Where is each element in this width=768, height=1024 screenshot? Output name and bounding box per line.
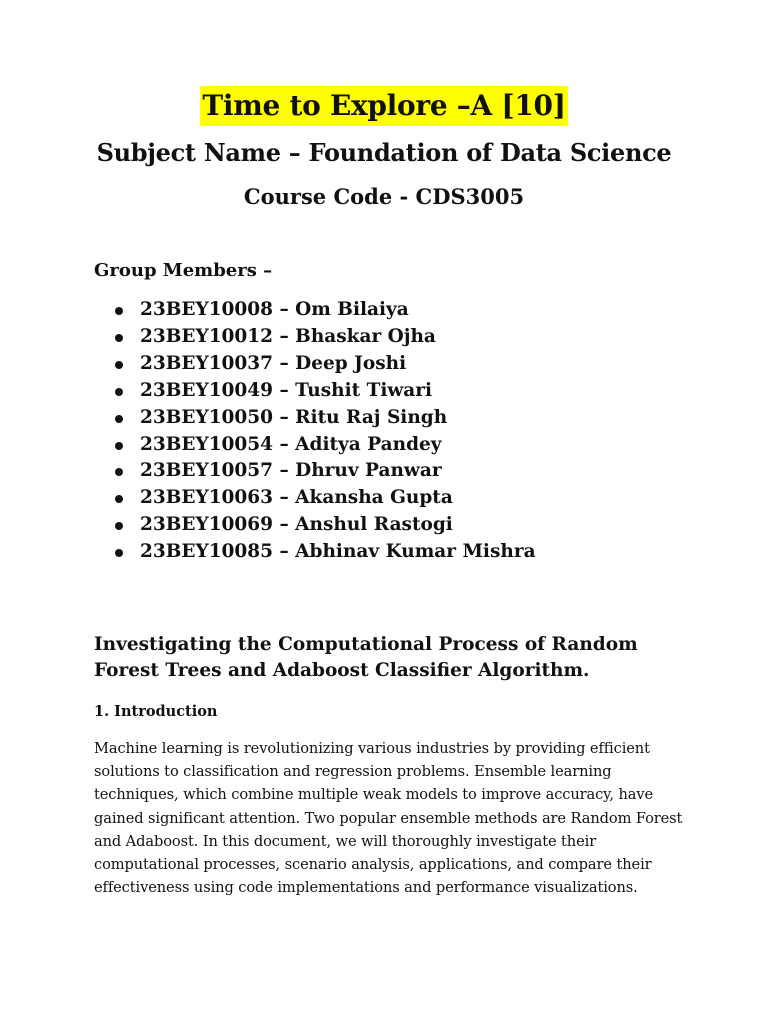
member-text: 23BEY10057 – Dhruv Panwar [140,460,442,482]
subject-name: Subject Name – Foundation of Data Science [96,138,672,167]
group-members-list [114,297,536,566]
member-text: 23BEY10085 – Abhinav Kumar Mishra [140,541,536,563]
title-container [0,86,768,126]
member-text: 23BEY10049 – Tushit Tiwari [140,379,433,401]
introduction-paragraph: Machine learning is revolutionizing various industries by providing efficient solutions to classification and regression problems. Ensemble learning techniques, which combine multiple weak models to improve accuracy, have gained significant attention. Two popular ensemble methods are Random Forest and Adaboost. In this document, we will thoroughly investigate their computational processes, scenario analysis, applications, and compare their effectiveness using code implementations and performance visualizations. [94,740,683,897]
member-text: 23BEY10063 – Akansha Gupta [140,487,453,509]
bullet-icon [115,415,123,423]
member-item [114,351,536,378]
bullet-icon [115,442,123,450]
member-item [114,512,536,539]
bullet-icon [115,468,123,476]
bullet-icon [115,334,123,342]
member-text: 23BEY10069 – Anshul Rastogi [140,514,453,536]
member-item [114,405,536,432]
bullet-icon [115,549,123,557]
group-members-label: Group Members – [94,260,273,281]
bullet-icon [115,522,123,530]
member-item [114,324,536,351]
bullet-icon [115,495,123,503]
member-item [114,458,536,485]
member-text: 23BEY10012 – Bhaskar Ojha [140,325,436,347]
member-text: 23BEY10037 – Deep Joshi [140,352,407,374]
member-text: 23BEY10050 – Ritu Raj Singh [140,406,448,428]
bullet-icon [115,388,123,396]
member-text: 23BEY10054 – Aditya Pandey [140,433,442,455]
section-title: Investigating the Computational Process of Random Forest Trees and Adaboost Classifier Algorithm. [94,634,638,681]
bullet-icon [115,307,123,315]
member-item [114,432,536,459]
member-item [114,539,536,566]
member-item [114,297,536,324]
course-code: Course Code - CDS3005 [243,184,525,209]
bullet-icon [115,361,123,369]
document-title: Time to Explore –A [10] [200,86,567,126]
member-item [114,378,536,405]
member-text: 23BEY10008 – Om Bilaiya [140,299,409,320]
member-item [114,485,536,512]
introduction-heading: 1. Introduction [94,703,218,720]
